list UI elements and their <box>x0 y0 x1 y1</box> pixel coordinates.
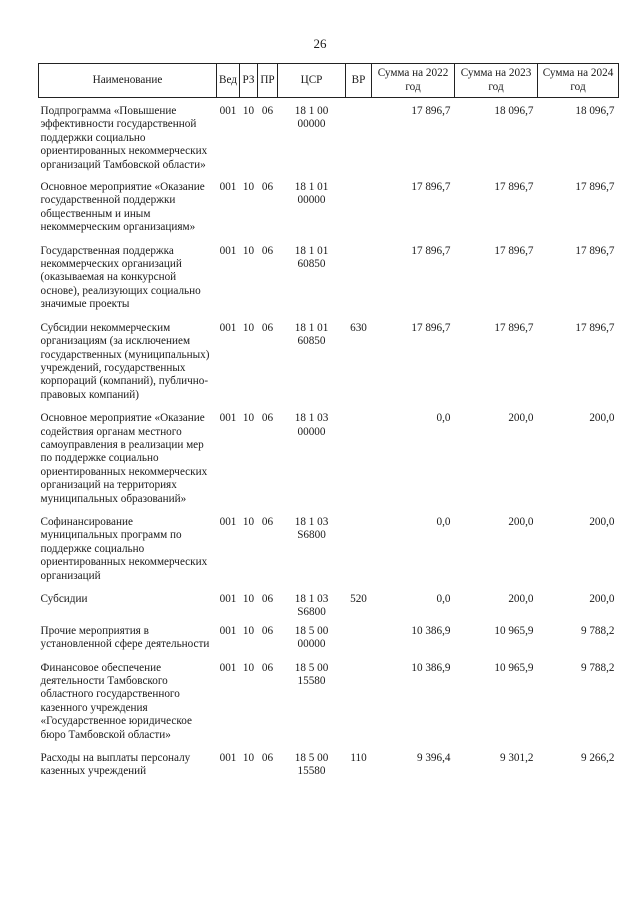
table-header <box>39 64 619 98</box>
row-sum-2024: 17 896,7 <box>575 181 615 194</box>
table-row <box>39 506 619 583</box>
page-number: 26 <box>313 36 327 51</box>
header-name: Наименование <box>39 64 217 98</box>
row-pr: 06 <box>261 661 274 674</box>
table-body <box>39 98 619 779</box>
row-pr: 06 <box>261 593 274 605</box>
row-pr: 06 <box>261 515 274 528</box>
row-ved: 001 <box>219 624 237 637</box>
row-sum-2023: 10 965,9 <box>494 661 534 674</box>
row-name: Основное мероприятие «Оказание государственной поддержки общественным и иным некоммерческим организациям» <box>40 181 205 234</box>
row-csr: 18 5 00 00000 <box>294 624 329 651</box>
row-pr: 06 <box>261 244 274 257</box>
header-sum-2023: Сумма на 2023 год <box>455 64 538 98</box>
row-ved: 001 <box>219 752 237 765</box>
row-sum-2023: 17 896,7 <box>494 321 534 334</box>
row-sum-2023: 200,0 <box>508 412 534 425</box>
header-ved: Вед <box>217 64 240 98</box>
row-sum-2023: 10 965,9 <box>494 624 534 637</box>
row-sum-2023: 18 096,7 <box>494 105 534 117</box>
row-pr: 06 <box>261 181 274 194</box>
row-rz: 10 <box>242 593 255 605</box>
row-sum-2023: 200,0 <box>508 593 534 605</box>
row-pr: 06 <box>261 412 274 425</box>
header-rz: РЗ <box>240 64 258 98</box>
row-csr: 18 1 03 S6800 <box>294 515 329 542</box>
row-name: Основное мероприятие «Оказание содействия органам местного самоуправления в реализации мер по поддержке социально ориентированных некоммерческих организаций на территориях муниципальных образований» <box>40 412 208 505</box>
row-rz: 10 <box>242 752 255 765</box>
row-vr <box>346 652 372 742</box>
row-csr: 18 1 00 00000 <box>294 105 329 131</box>
row-sum-2022: 0,0 <box>436 593 451 605</box>
row-csr: 18 1 01 60850 <box>294 321 329 348</box>
row-sum-2024: 200,0 <box>589 412 615 425</box>
row-vr <box>346 98 372 173</box>
row-vr <box>346 506 372 583</box>
table-row <box>39 312 619 402</box>
row-pr: 06 <box>261 321 274 334</box>
table-row <box>39 742 619 779</box>
row-name: Подпрограмма «Повышение эффективности государственной поддержки социально ориентированных некоммерческих организаций Тамбовской области» <box>40 105 208 171</box>
table-row <box>39 235 619 312</box>
row-name: Государственная поддержка некоммерческих организаций (оказываемая на конкурсной основе), реализующих социально значимые проекты <box>40 244 201 311</box>
row-ved: 001 <box>219 321 237 334</box>
row-vr: 520 <box>350 593 367 605</box>
row-csr: 18 5 00 15580 <box>294 752 329 778</box>
row-name: Расходы на выплаты персоналу казенных учреждений <box>40 752 191 778</box>
row-sum-2024: 9 788,2 <box>580 624 615 637</box>
row-name: Прочие мероприятия в установленной сфере деятельности <box>40 624 210 651</box>
row-csr: 18 1 01 00000 <box>294 181 329 207</box>
row-sum-2024: 200,0 <box>589 593 615 605</box>
row-rz: 10 <box>242 181 255 194</box>
table-row <box>39 172 619 235</box>
row-sum-2022: 17 896,7 <box>411 105 451 117</box>
row-rz: 10 <box>242 515 255 528</box>
header-csr: ЦСР <box>278 64 346 98</box>
row-csr: 18 5 00 15580 <box>294 661 329 688</box>
row-sum-2024: 9 266,2 <box>580 752 615 765</box>
row-vr <box>346 620 372 652</box>
row-sum-2022: 17 896,7 <box>411 321 451 334</box>
table-row <box>39 402 619 506</box>
row-ved: 001 <box>219 412 237 425</box>
row-pr: 06 <box>261 105 274 117</box>
header-sum-2022: Сумма на 2022 год <box>372 64 455 98</box>
row-pr: 06 <box>261 624 274 637</box>
row-sum-2022: 17 896,7 <box>411 244 451 257</box>
row-sum-2022: 10 386,9 <box>411 661 451 674</box>
row-vr: 630 <box>350 321 367 334</box>
table-row <box>39 620 619 652</box>
row-vr <box>346 235 372 312</box>
row-vr <box>346 172 372 235</box>
row-sum-2024: 17 896,7 <box>575 321 615 334</box>
row-rz: 10 <box>242 661 255 674</box>
row-vr <box>346 402 372 506</box>
table-row <box>39 98 619 173</box>
row-ved: 001 <box>219 105 237 117</box>
row-sum-2023: 17 896,7 <box>494 244 534 257</box>
row-rz: 10 <box>242 412 255 425</box>
table-row <box>39 583 619 620</box>
row-sum-2023: 9 301,2 <box>499 752 534 765</box>
budget-table <box>38 63 619 779</box>
row-sum-2022: 10 386,9 <box>411 624 451 637</box>
row-sum-2022: 0,0 <box>436 412 451 425</box>
header-sum-2024: Сумма на 2024 год <box>538 64 619 98</box>
row-sum-2024: 17 896,7 <box>575 244 615 257</box>
row-rz: 10 <box>242 244 255 257</box>
row-sum-2023: 200,0 <box>508 515 534 528</box>
table-row <box>39 652 619 742</box>
header-vr: ВР <box>346 64 372 98</box>
row-ved: 001 <box>219 244 237 257</box>
row-sum-2024: 9 788,2 <box>580 661 615 674</box>
row-sum-2024: 200,0 <box>589 515 615 528</box>
header-pr: ПР <box>258 64 278 98</box>
row-name: Субсидии <box>40 593 88 605</box>
row-ved: 001 <box>219 661 237 674</box>
row-sum-2022: 0,0 <box>436 515 451 528</box>
row-rz: 10 <box>242 105 255 117</box>
row-rz: 10 <box>242 321 255 334</box>
row-ved: 001 <box>219 181 237 194</box>
row-ved: 001 <box>219 593 237 605</box>
row-pr: 06 <box>261 752 274 765</box>
row-csr: 18 1 03 00000 <box>294 412 329 438</box>
row-sum-2023: 17 896,7 <box>494 181 534 194</box>
row-name: Софинансирование муниципальных программ по поддержке социально ориентированных некоммерческих организаций <box>40 515 208 582</box>
row-name: Финансовое обеспечение деятельности Тамбовского областного государственного казенного учреждения «Государственное юридическое бюро Тамбовской области» <box>40 661 192 741</box>
row-sum-2022: 17 896,7 <box>411 181 451 194</box>
row-rz: 10 <box>242 624 255 637</box>
row-csr: 18 1 03 S6800 <box>294 593 329 619</box>
row-name: Субсидии некоммерческим организациям (за исключением государственных (муниципальных) учреждений, государственных корпораций (компаний), публично-правовых компаний) <box>40 321 210 401</box>
row-sum-2022: 9 396,4 <box>416 752 451 765</box>
row-csr: 18 1 01 60850 <box>294 244 329 271</box>
row-vr: 110 <box>350 752 367 765</box>
row-sum-2024: 18 096,7 <box>575 105 615 117</box>
row-ved: 001 <box>219 515 237 528</box>
